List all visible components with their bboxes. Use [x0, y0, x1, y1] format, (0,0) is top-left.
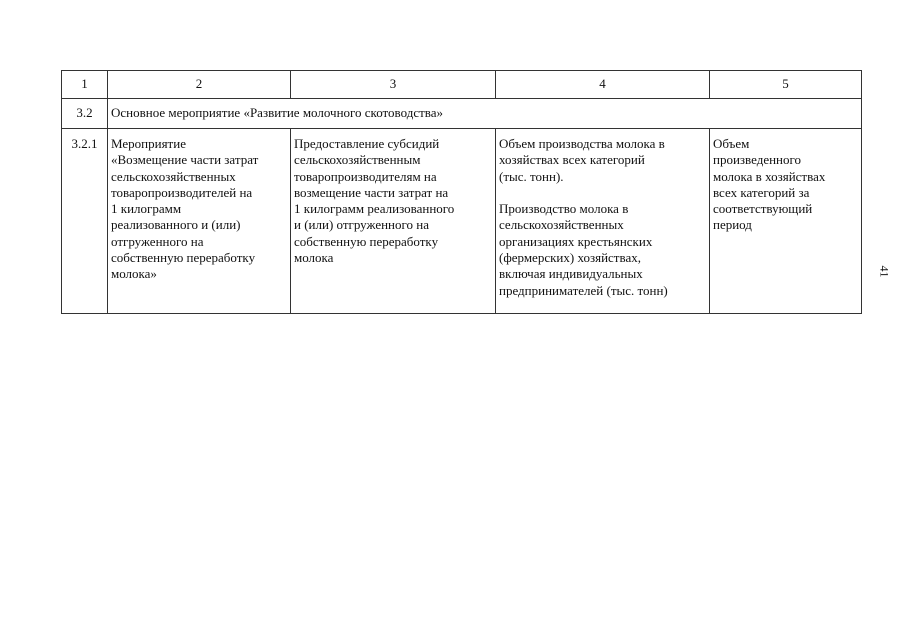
header-cell-4: 4 [496, 71, 710, 99]
indicator-definition-cell: Объем произведенного молока в хозяйствах всех категорий за соответствующий период [710, 129, 862, 314]
header-cell-1: 1 [62, 71, 108, 99]
row-number: 3.2.1 [62, 129, 108, 314]
section-number: 3.2 [62, 99, 108, 129]
measures-table [61, 70, 862, 314]
header-cell-3: 3 [291, 71, 496, 99]
table-row [62, 129, 862, 314]
section-title: Основное мероприятие «Развитие молочного скотоводства» [108, 99, 862, 129]
measure-description-cell: Предоставление субсидий сельскохозяйственным товаропроизводителям на возмещение части затрат на 1 килограмм реализованного и (или) отгруженного на собственную переработку молока [291, 129, 496, 314]
section-row [62, 99, 862, 129]
indicator-cell: Объем производства молока в хозяйствах всех категорий (тыс. тонн). Производство молока в сельскохозяйственных организациях крестьянских (фермерских) хозяйствах, включая индивидуальных предпринимателей (тыс. тонн) [496, 129, 710, 314]
header-cell-2: 2 [108, 71, 291, 99]
header-row [62, 71, 862, 99]
measure-name-cell: Мероприятие «Возмещение части затрат сельскохозяйственных товаропроизводителей на 1 килограмм реализованного и (или) отгруженного на собственную переработку молока» [108, 129, 291, 314]
page-number: 41 [877, 265, 892, 278]
header-cell-5: 5 [710, 71, 862, 99]
